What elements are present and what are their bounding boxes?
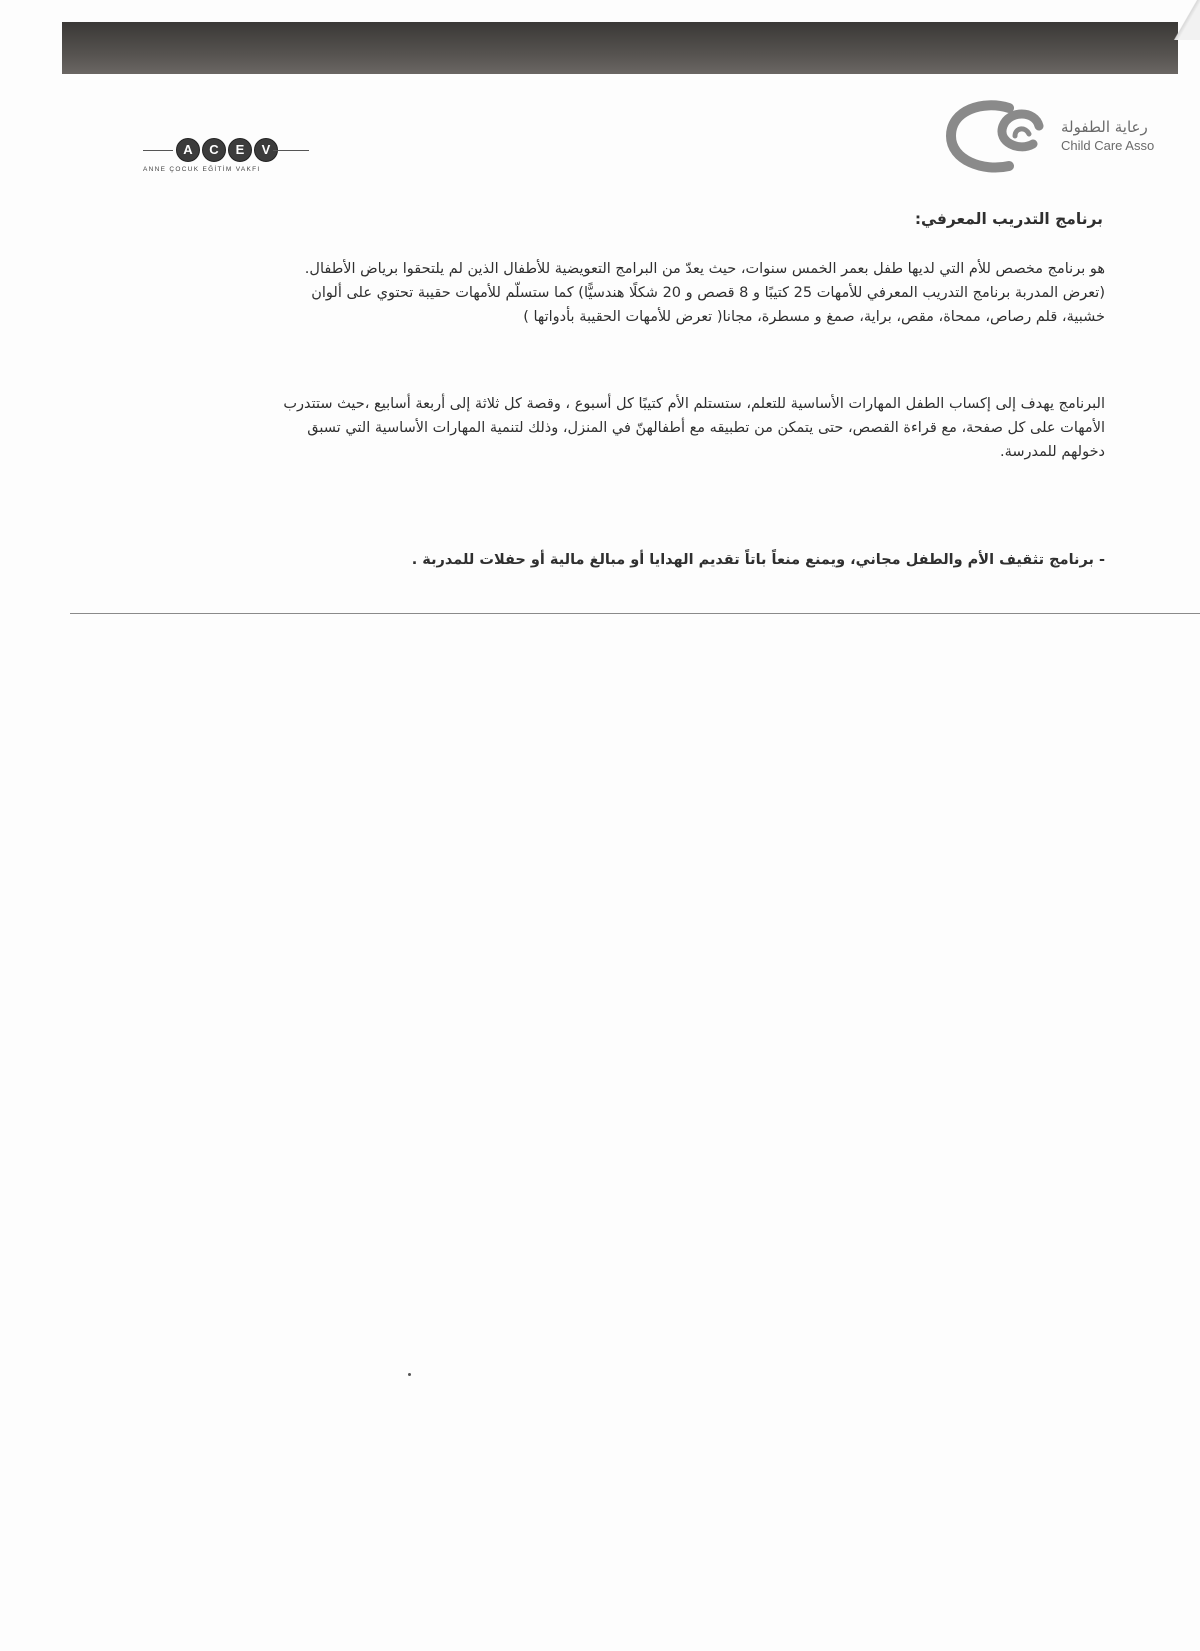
note-free-program: - برنامج تثقيف الأم والطفل مجاني، ويمنع منعاً باتاً تقديم الهدايا أو مبالغ مالية أو حفلات للمدربة . — [411, 552, 1105, 568]
child-care-swirl-icon — [943, 96, 1055, 176]
acev-logo-left-line — [143, 150, 173, 151]
acev-logo-subtitle: ANNE ÇOCUK EĞİTİM VAKFI — [143, 166, 261, 173]
acev-letter-c: C — [202, 138, 226, 162]
horizontal-divider — [70, 613, 1200, 614]
child-care-arabic-name: رعاية الطفولة — [1061, 118, 1148, 136]
scan-header-band — [62, 22, 1178, 74]
paragraph-program-description: هو برنامج مخصص للأم التي لديها طفل بعمر الخمس سنوات، حيث يعدّ من البرامج التعويضية للأطفال الذين لم يلتحقوا برياض الأطفال. (تعرض المدربة برنامج التدريب المعرفي للأمهات 25 كتيبًا و 8 قصص و 20 شكلًا هندسيًّا) كما ستسلّم للأمهات حقيبة تحتوي على ألوان خشبية، قلم رصاص، ممحاة، مقص، براية، صمغ و مسطرة، مجانا( تعرض للأمهات الحقيبة بأدواتها ) — [304, 261, 1105, 325]
acev-letter-a: A — [176, 138, 200, 162]
acev-logo-letters — [176, 138, 278, 162]
child-care-association-logo — [943, 96, 1200, 176]
paragraph-program-goals: البرنامج يهدف إلى إكساب الطفل المهارات الأساسية للتعلم، ستستلم الأم كتيبًا كل أسبوع ، وقصة كل ثلاثة إلى أربعة أسابيع ،حيث ستتدرب الأمهات على كل صفحة، مع قراءة القصص، حتى يتمكن من تطبيقه مع أطفالهنّ في المنزل، وذلك لتنمية المهارات الأساسية التي تسبق دخولهم للمدرسة. — [283, 396, 1105, 460]
acev-letter-e: E — [228, 138, 252, 162]
acev-logo-right-line — [273, 150, 309, 151]
scan-speck — [408, 1373, 411, 1376]
document-heading: برنامج التدريب المعرفي: — [914, 210, 1103, 228]
child-care-english-name: Child Care Asso — [1061, 138, 1155, 153]
scan-page-corner — [1170, 0, 1200, 40]
acev-logo — [143, 138, 313, 178]
acev-letter-v: V — [254, 138, 278, 162]
